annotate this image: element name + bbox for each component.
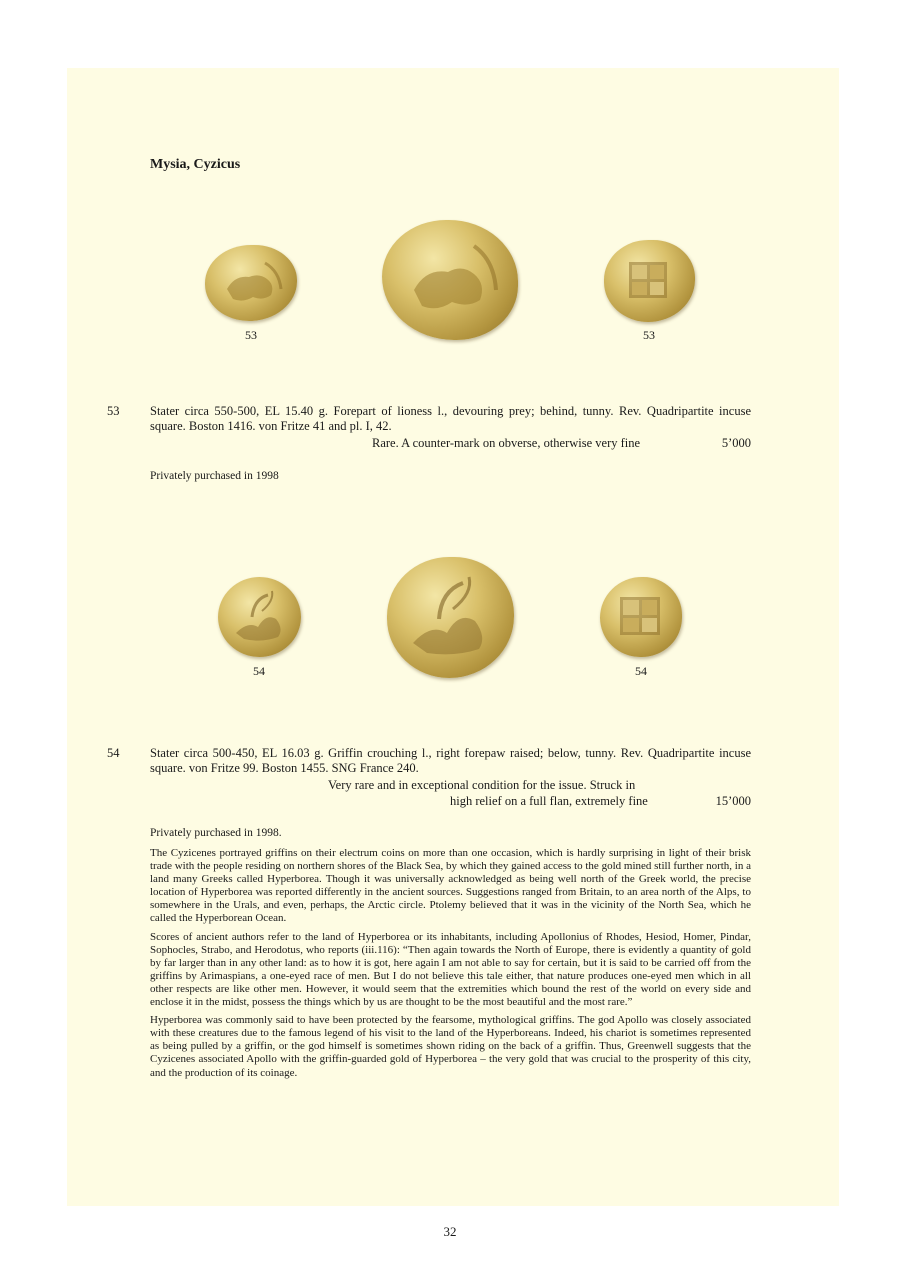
- lot-number: 53: [107, 404, 120, 418]
- coin-label: 53: [245, 328, 257, 342]
- coin-53-obverse-enlarged-photo: [382, 220, 518, 340]
- lot-estimate: 15’000: [715, 794, 751, 808]
- coin-54-obverse-enlarged-photo: [387, 557, 514, 678]
- page-number: 32: [443, 1224, 457, 1239]
- lot-condition: Rare. A counter-mark on obverse, otherwise very fine: [372, 436, 641, 450]
- coin-53-obverse-photo: [205, 245, 297, 321]
- lioness-motif: [205, 245, 297, 321]
- coin-54-obverse-photo: [218, 577, 301, 657]
- incuse-square-motif: [604, 240, 695, 322]
- lot-provenance: Privately purchased in 1998.: [150, 827, 282, 839]
- lot-provenance: Privately purchased in 1998: [150, 470, 279, 482]
- lot-condition: high relief on a full flan, extremely fine: [450, 794, 648, 808]
- coin-53-reverse-photo: [604, 240, 695, 322]
- commentary-paragraph: Hyperborea was commonly said to have been protected by the fearsome, mythological griffins. The god Apollo was closely associated with these creatures due to the famous legend of his visit to the land of the Hyperboreans. Indeed, his chariot is sometimes represented as being pulled by a griffin, or the god himself is sometimes shown riding on the back of a griffin. Thus, Greenwell suggests that the Cyzicenes associated Apollo with the griffin-guarded gold of Hyperborea – the very gold that was crucial to the prosperity of this city, and the production of its coinage.: [150, 1014, 751, 1079]
- commentary: [150, 847, 751, 1085]
- lot-estimate: 5’000: [721, 436, 751, 450]
- section-title: Mysia, Cyzicus: [150, 157, 241, 172]
- lot-condition: Very rare and in exceptional condition for the issue. Struck in: [328, 778, 636, 792]
- griffin-motif: [387, 557, 514, 678]
- lot-number: 54: [107, 746, 120, 760]
- lot-description: Stater circa 550-500, EL 15.40 g. Forepart of lioness l., devouring prey; behind, tunny. Rev. Quadripartite incuse square. Boston 1416. von Fritze 41 and pl. I, 42.: [150, 404, 751, 433]
- griffin-motif: [218, 577, 301, 657]
- commentary-paragraph: Scores of ancient authors refer to the land of Hyperborea or its inhabitants, including Apollonius of Rhodes, Hesiod, Homer, Pindar, Sophocles, Strabo, and Herodotus, who reports (iii.116): “Then again towards the North of Europe, there is evidently a quantity of gold by far larger than in any other land: as to how it is got, here again I am not able to say for certain, but it is said to be carried off from the griffins by Arimaspians, a one-eyed race of men. But I do not believe this tale either, that nature produces one-eyed men which in all other respects are like other men. However, it would seem that the extremities which bound the rest of the world on every side and enclose it in the midst, possess the things which by us are thought to be the most beautiful and the most rare.”: [150, 930, 751, 1009]
- commentary-paragraph: The Cyzicenes portrayed griffins on their electrum coins on more than one occasion, which is hardly surprising in light of their brisk trade with the people residing on northern shores of the Black Sea, by which they gained access to the gold mined still further north, in a land many Greeks called Hyperborea. Though it was universally acknowledged as being well north of the Greek world, the precise location of Hyperborea was reported differently in the ancient sources. Suggestions ranged from Britain, to an area north of the Alps, to somewhere in the Urals, and even, perhaps, the Arctic circle. Ptolemy believed that it was in the vicinity of the North Sea, which he called the Hyperborean Ocean.: [150, 847, 751, 925]
- lot-description: Stater circa 500-450, EL 16.03 g. Griffin crouching l., right forepaw raised; below, tunny. Rev. Quadripartite incuse square. von Fritze 99. Boston 1455. SNG France 240.: [150, 746, 751, 775]
- lioness-motif: [382, 220, 518, 340]
- incuse-square-motif: [600, 577, 682, 657]
- coin-label: 54: [253, 664, 265, 678]
- coin-label: 54: [635, 664, 647, 678]
- coin-54-reverse-photo: [600, 577, 682, 657]
- coin-label: 53: [643, 328, 655, 342]
